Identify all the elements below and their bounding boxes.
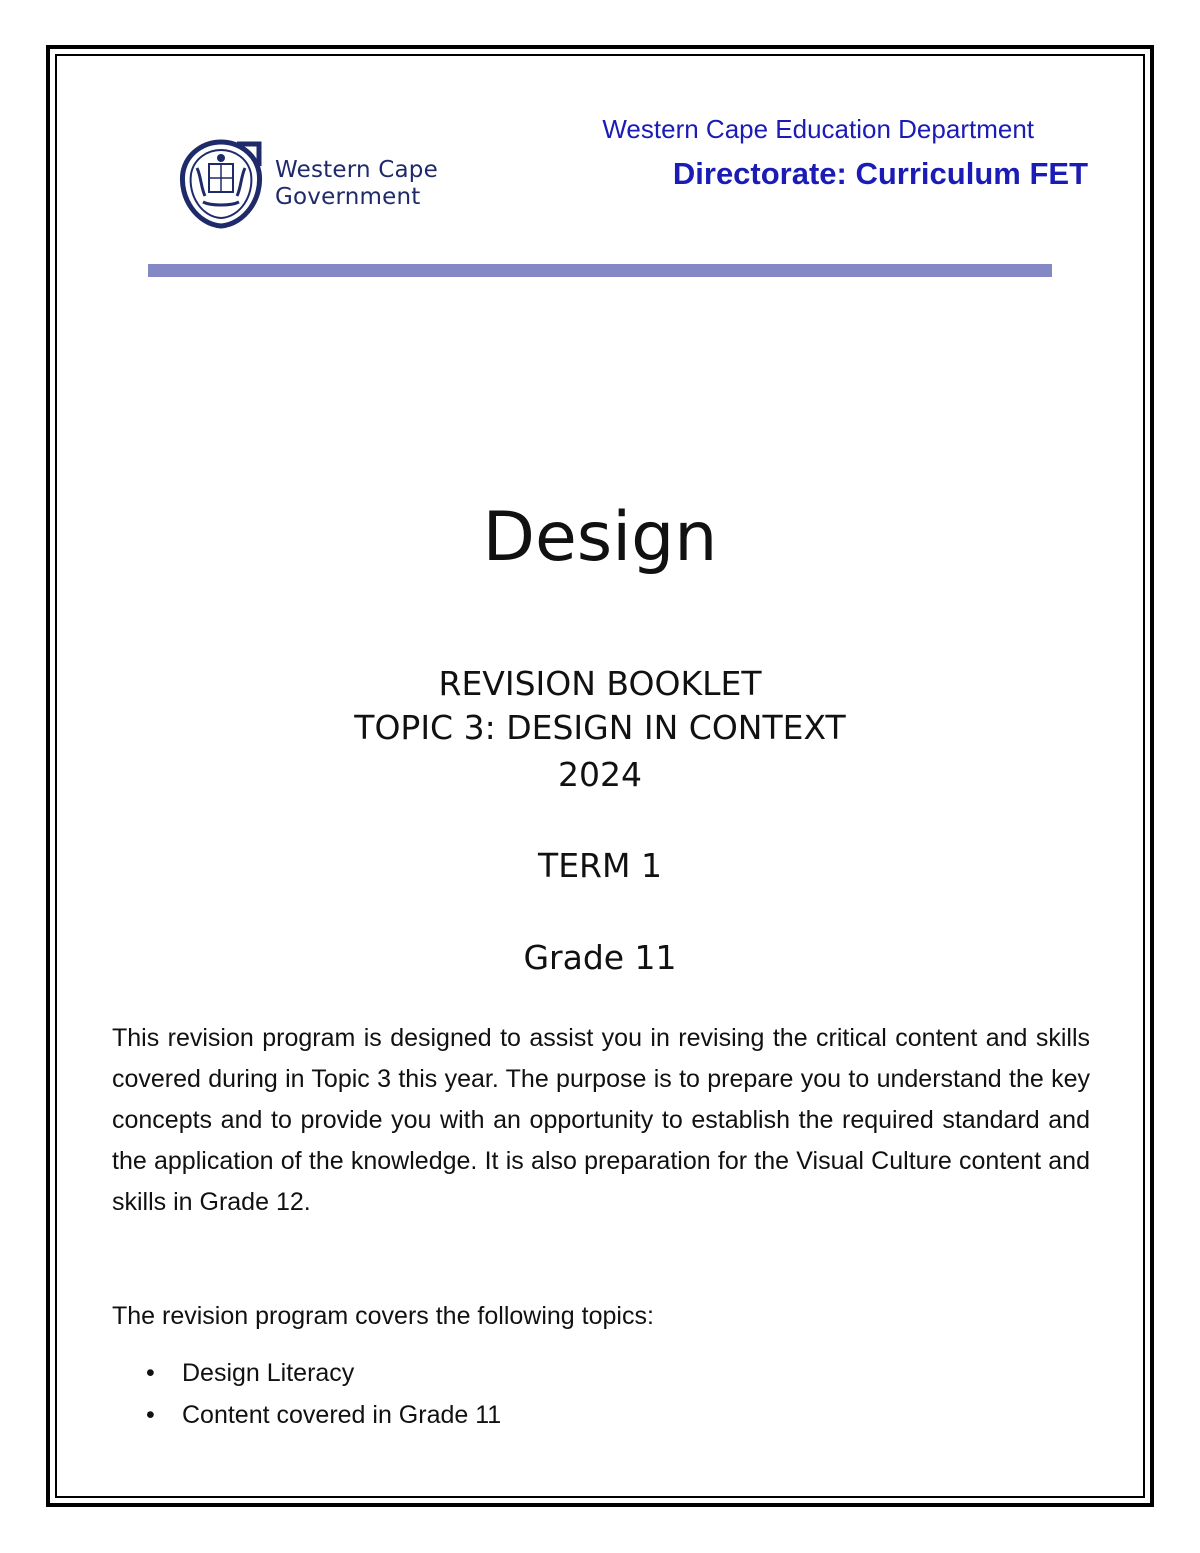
term-label: TERM 1 [538, 846, 662, 885]
topics-list [112, 1352, 501, 1436]
topics-heading: The revision program covers the following topics: [112, 1302, 654, 1330]
directorate-name: Directorate: Curriculum FET [672, 156, 1088, 191]
bullet-icon: • [146, 1401, 155, 1429]
department-name: Western Cape Education Department [602, 114, 1034, 144]
list-item [112, 1394, 501, 1436]
list-item [112, 1352, 501, 1394]
topic-item-label: Content covered in Grade 11 [182, 1401, 502, 1429]
logo-wordmark [275, 157, 438, 211]
western-cape-government-logo [175, 138, 438, 230]
booklet-title: REVISION BOOKLET [438, 664, 762, 703]
header-divider [148, 264, 1052, 277]
bullet-icon: • [146, 1359, 155, 1387]
logo-line-1: Western Cape [275, 157, 438, 183]
year-label: 2024 [558, 755, 642, 794]
intro-paragraph: This revision program is designed to assist you in revising the critical content and skills covered during in Topic 3 this year. The purpose is to prepare you to understand the key concepts and to provide you with an opportunity to establish the required standard and the application of the knowledge. It is also preparation for the Visual Culture content and skills in Grade 12. [112, 1024, 1090, 1216]
subject-title: Design [482, 498, 718, 577]
grade-label: Grade 11 [523, 938, 677, 977]
coat-of-arms-icon [175, 138, 267, 230]
topic-title: TOPIC 3: DESIGN IN CONTEXT [354, 708, 846, 747]
logo-line-2: Government [275, 184, 421, 210]
topic-item-label: Design Literacy [182, 1359, 355, 1387]
